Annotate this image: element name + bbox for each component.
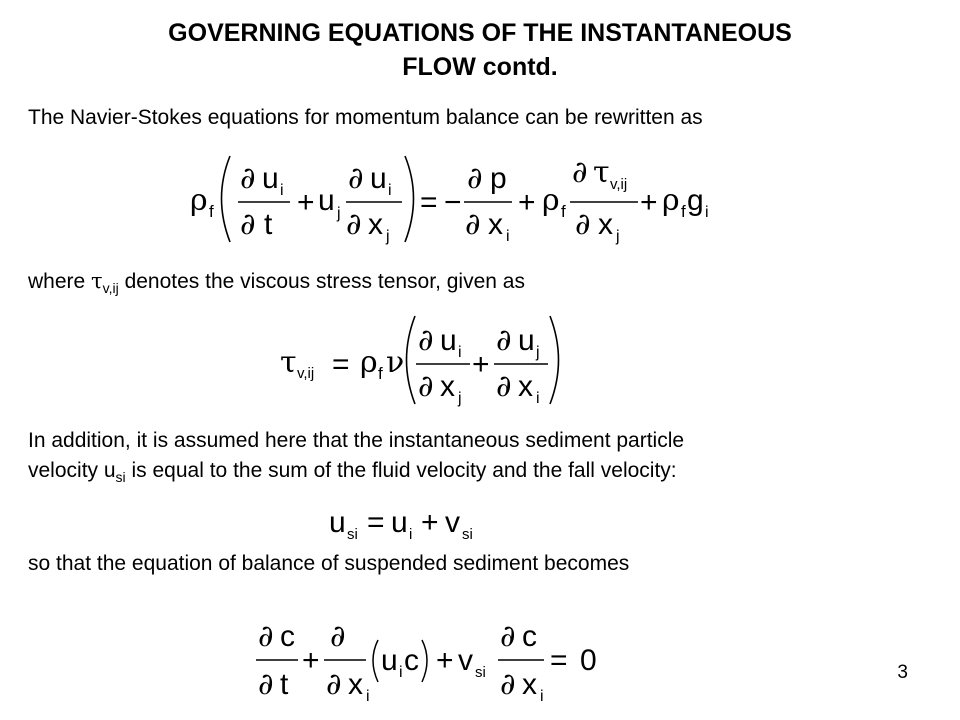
svg-text:f: f	[378, 364, 383, 383]
navier-stokes-equation	[180, 142, 709, 252]
svg-text:i: i	[705, 204, 709, 221]
svg-text:c: c	[280, 620, 295, 653]
svg-text:+: +	[297, 186, 315, 219]
svg-text:i: i	[399, 664, 403, 681]
svg-text:∂: ∂	[330, 619, 346, 654]
svg-text:x: x	[488, 208, 503, 241]
svg-text:f: f	[681, 202, 686, 221]
svg-text:u: u	[262, 162, 279, 195]
svg-text:p: p	[490, 162, 507, 195]
svg-text:t: t	[264, 208, 273, 241]
svg-text:i: i	[409, 526, 413, 543]
svg-text:u: u	[518, 324, 535, 357]
addition-text-line2: velocity $u_{si}$ is equal to the sum of the fluid velocity and the fall velocity:	[28, 459, 677, 485]
svg-text:i: i	[388, 182, 392, 199]
svg-text:∂: ∂	[500, 667, 516, 702]
svg-text:t: t	[280, 668, 289, 701]
slide-title-line1: GOVERNING EQUATIONS OF THE INSTANTANEOUS	[168, 19, 792, 47]
svg-text:0: 0	[580, 644, 597, 677]
svg-text:f: f	[561, 202, 566, 221]
svg-text:∂: ∂	[575, 207, 591, 242]
svg-text:si: si	[347, 526, 358, 543]
svg-text:+: +	[421, 506, 439, 539]
page-number: 3	[897, 662, 908, 683]
svg-text:ρ: ρ	[360, 345, 378, 380]
svg-text:=: =	[332, 348, 350, 381]
svg-text:∂: ∂	[346, 207, 362, 242]
svg-text:c: c	[522, 620, 537, 653]
svg-text:j: j	[616, 228, 620, 245]
svg-text:x: x	[368, 208, 383, 241]
svg-text:ρ: ρ	[662, 183, 680, 218]
svg-text:si: si	[462, 526, 473, 543]
svg-text:∂: ∂	[258, 667, 274, 702]
svg-text:ρ: ρ	[542, 183, 560, 218]
svg-text:c: c	[404, 644, 419, 677]
svg-text:x: x	[522, 668, 537, 701]
svg-text:v,ij: v,ij	[610, 176, 628, 193]
svg-text:=: =	[367, 506, 385, 539]
slide-title-line2: FLOW contd.	[402, 53, 558, 81]
svg-text:∂: ∂	[467, 161, 483, 196]
svg-text:f: f	[209, 202, 214, 221]
svg-text:x: x	[348, 668, 363, 701]
svg-text:si: si	[475, 664, 486, 681]
svg-text:ν: ν	[386, 345, 405, 380]
slide-title	[0, 16, 960, 84]
svg-text:+: +	[436, 644, 454, 677]
svg-text:∂: ∂	[500, 619, 516, 654]
svg-text:∂: ∂	[496, 369, 512, 404]
svg-text:x: x	[598, 208, 613, 241]
svg-text:∂: ∂	[572, 155, 588, 190]
svg-text:+: +	[472, 348, 490, 381]
svg-text:u: u	[370, 162, 387, 195]
svg-text:v: v	[458, 644, 473, 677]
svg-text:u: u	[381, 644, 398, 677]
svg-text:+: +	[640, 186, 658, 219]
svg-text:∂: ∂	[240, 161, 256, 196]
tau-symbol: τ	[91, 269, 103, 293]
svg-text:+: +	[518, 186, 536, 219]
svg-text:i: i	[506, 228, 510, 245]
addition-text-line1: In addition, it is assumed here that the instantaneous sediment particle	[28, 429, 685, 452]
svg-text:ρ: ρ	[190, 183, 208, 218]
svg-text:i: i	[536, 390, 540, 407]
svg-text:τ: τ	[280, 345, 297, 380]
intro-text: The Navier-Stokes equations for momentum balance can be rewritten as	[28, 106, 703, 129]
svg-text:∂: ∂	[326, 667, 342, 702]
svg-text:i: i	[280, 182, 284, 199]
where-text: where $\tau_{v,ij}$ denotes the viscous stress tensor, given as	[28, 269, 525, 296]
svg-text:u: u	[329, 506, 346, 539]
svg-text:=: =	[550, 644, 568, 677]
svg-text:v: v	[445, 506, 460, 539]
viscous-stress-equation	[270, 310, 570, 410]
svg-text:∂: ∂	[240, 207, 256, 242]
sediment-balance-equation	[250, 614, 610, 714]
svg-text:i: i	[366, 688, 370, 705]
svg-text:j: j	[536, 344, 540, 361]
svg-text:∂: ∂	[418, 369, 434, 404]
svg-text:∂: ∂	[465, 207, 481, 242]
svg-text:∂: ∂	[496, 323, 512, 358]
svg-text:u: u	[440, 324, 457, 357]
particle-velocity-equation	[325, 500, 505, 546]
svg-text:u: u	[391, 506, 408, 539]
svg-text:g: g	[687, 184, 704, 217]
svg-text:x: x	[440, 370, 455, 403]
svg-text:j: j	[386, 228, 390, 245]
svg-text:+: +	[302, 644, 320, 677]
svg-text:j: j	[458, 390, 462, 407]
svg-text:∂: ∂	[258, 619, 274, 654]
svg-text:−: −	[444, 186, 462, 219]
svg-text:u: u	[318, 184, 335, 217]
svg-text:j: j	[337, 205, 341, 222]
balance-text: so that the equation of balance of suspended sediment becomes	[28, 552, 630, 575]
svg-text:=: =	[420, 186, 438, 219]
svg-text:τ: τ	[593, 155, 610, 190]
svg-text:∂: ∂	[348, 161, 364, 196]
svg-text:∂: ∂	[418, 323, 434, 358]
svg-text:i: i	[458, 344, 462, 361]
svg-text:v,ij: v,ij	[297, 365, 315, 382]
svg-text:i: i	[540, 688, 544, 705]
svg-text:x: x	[518, 370, 533, 403]
